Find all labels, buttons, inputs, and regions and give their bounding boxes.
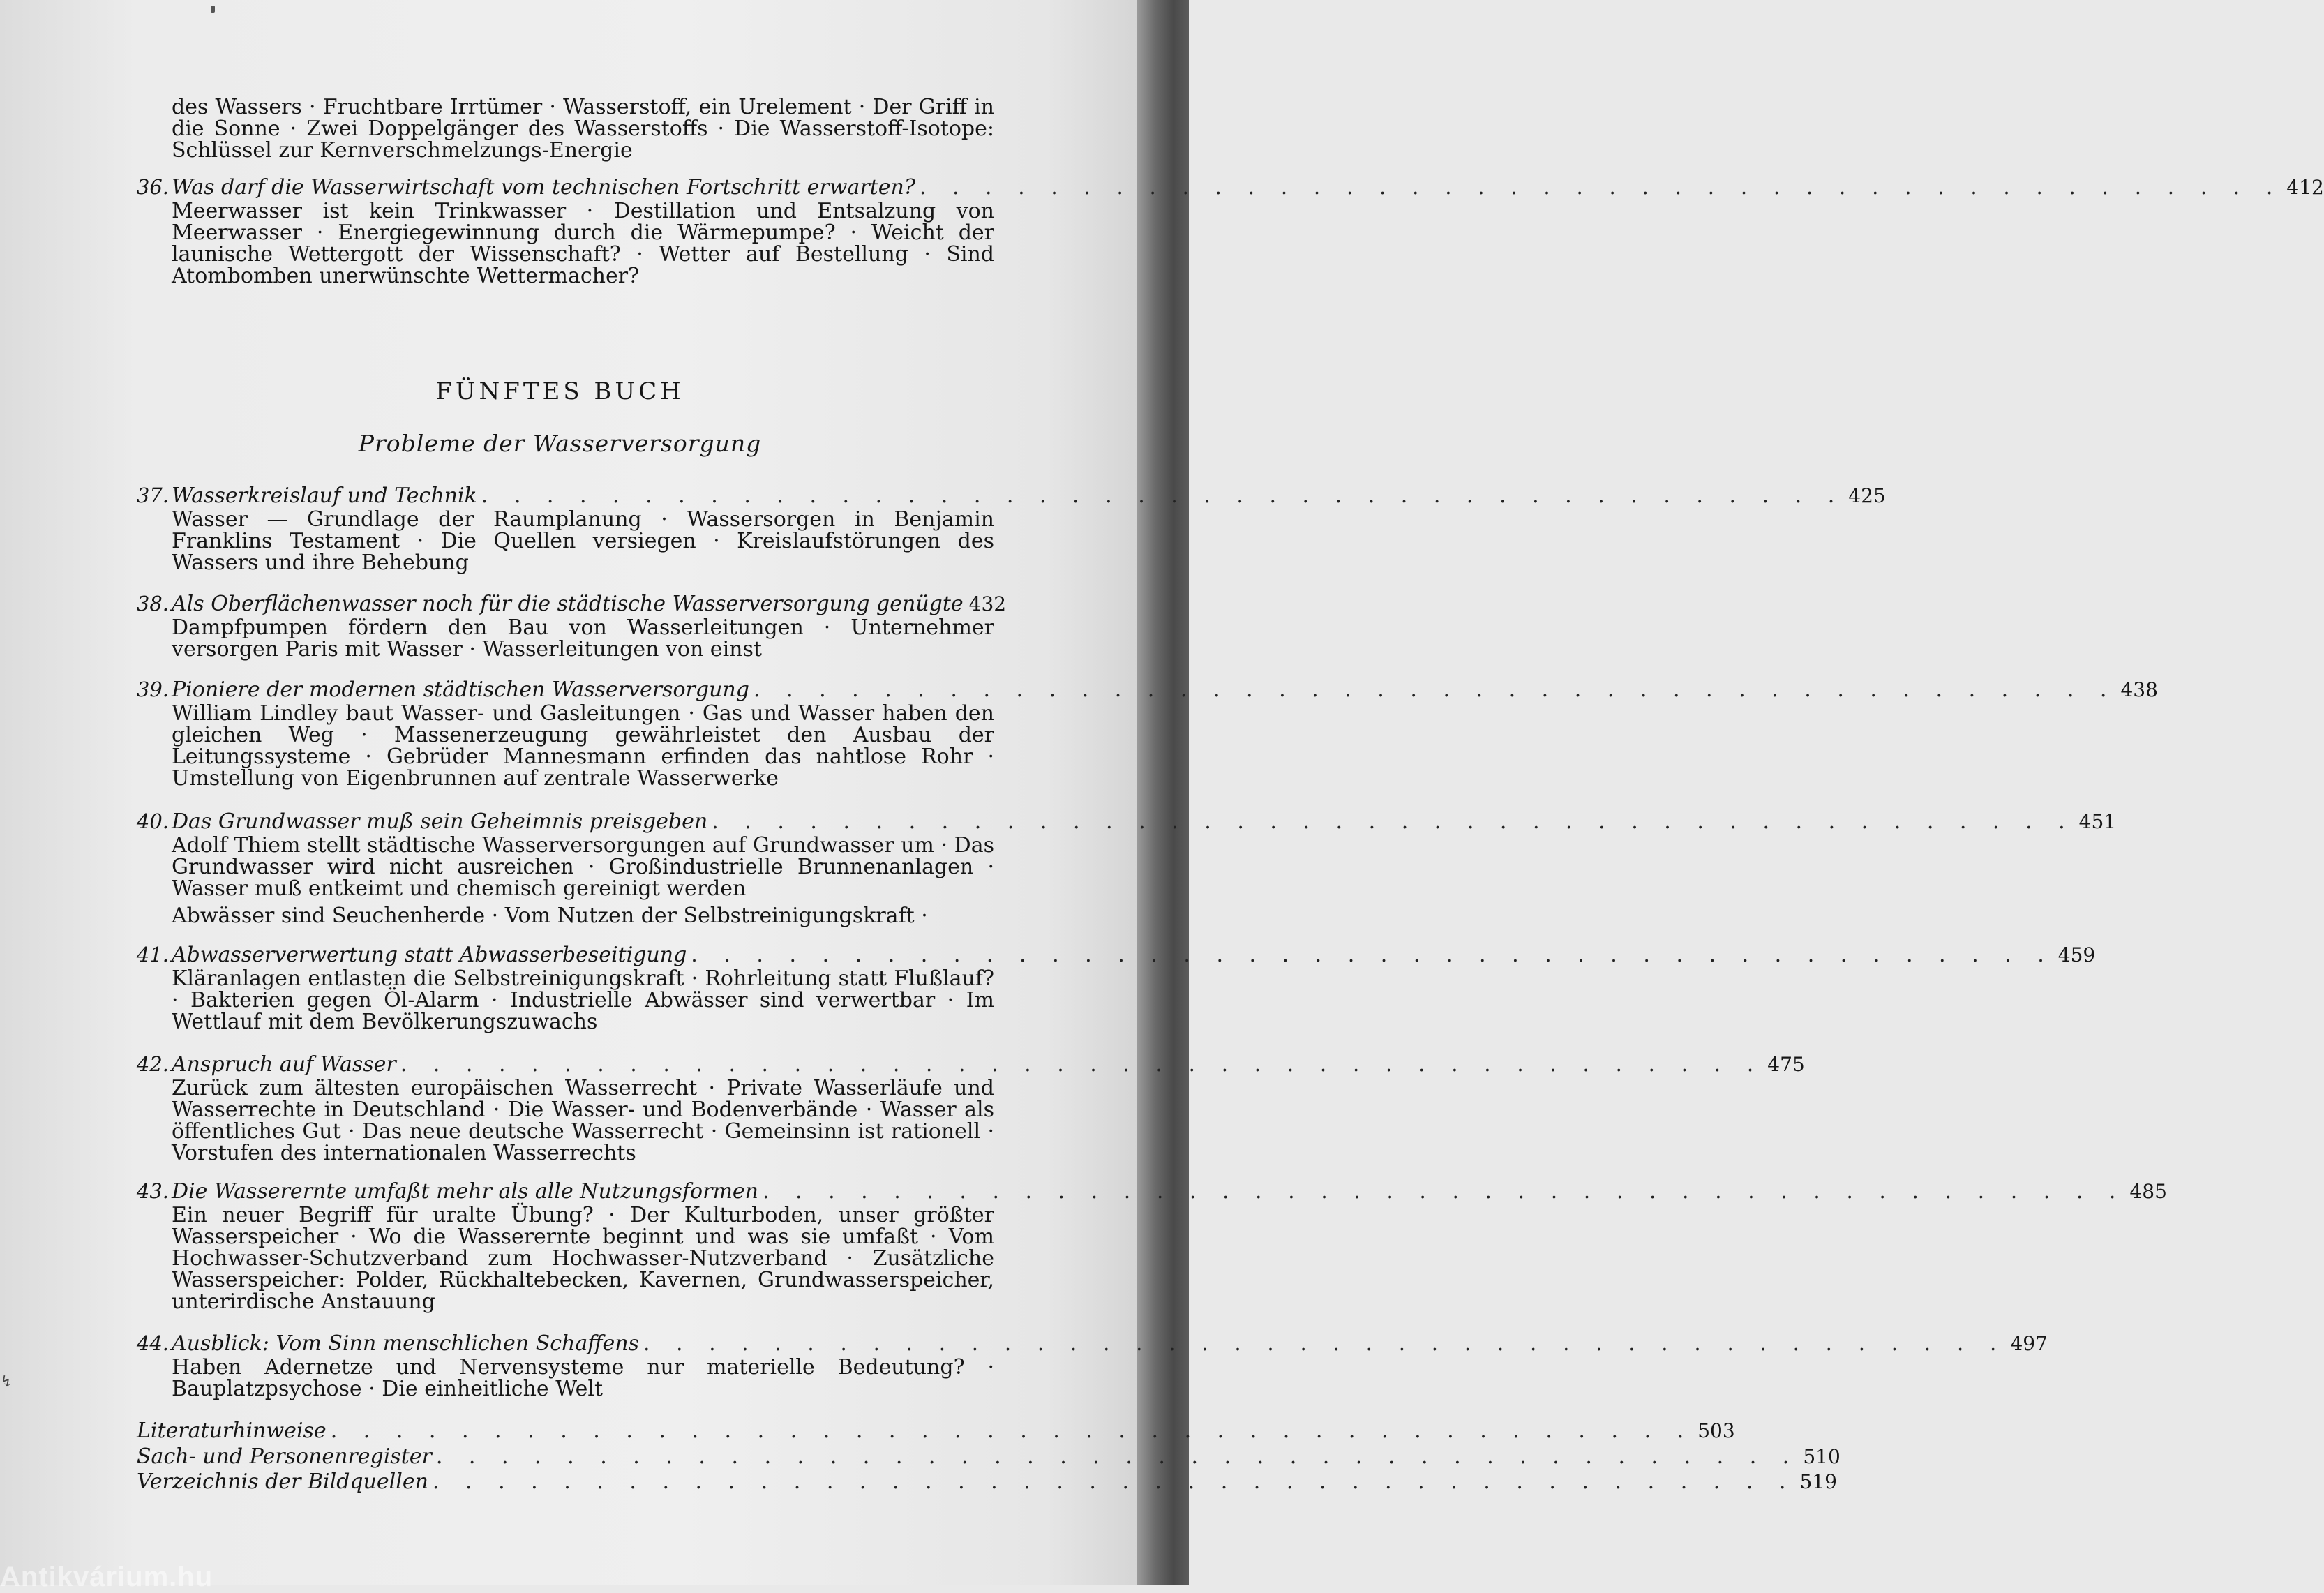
chapter-description: Kläranlagen entlasten die Selbstreinigungskraft · Rohrleitung statt Flußlauf? · Bakterien gegen Öl-Alarm · Industrielle Abwässer sind verwertbar · Im Wettlauf mit dem Bevölkerungszuwachs (172, 966, 994, 1034)
page-number: 485 (2129, 1180, 2167, 1203)
toc-entry-41[interactable] (126, 943, 2096, 1034)
chapter-description: Haben Adernetze und Nervensysteme nur materielle Bedeutung? · Bauplatzpsychose · Die einheitliche Welt (172, 1355, 994, 1401)
toc-entry-42[interactable] (126, 1052, 1805, 1165)
chapter-title: Das Grundwasser muß sein Geheimnis preisgeben (172, 809, 708, 834)
margin-mark: ↯ (0, 1373, 13, 1391)
chapter-title: Ausblick: Vom Sinn menschlichen Schaffens (172, 1331, 639, 1356)
toc-entry-literature[interactable] (137, 1419, 1735, 1444)
chapter-number: 40. (136, 809, 169, 833)
chapter-description: Wasser — Grundlage der Raumplanung · Wassersorgen in Benjamin Franklins Testament · Die Quellen versiegen · Kreislaufstörungen des Wassers und ihre Behebung (172, 507, 994, 575)
chapter-description: Meerwasser ist kein Trinkwasser · Destillation und Entsalzung von Meerwasser · Energiegewinnung durch die Wärmepumpe? · Weicht der launische Wettergott der Wissenschaft? · Wetter auf Bestellung · Sind Atombomben unerwünschte Wettermacher? (172, 199, 994, 288)
book-title: FÜNFTES BUCH (435, 377, 684, 405)
page-number: 510 (1803, 1445, 1841, 1468)
toc-entry-37[interactable] (126, 484, 1886, 575)
page-number: 459 (2057, 943, 2096, 966)
chapter-title: Als Oberflächenwasser noch für die städtische Wasserversorgung genügte (172, 592, 964, 616)
toc-entry-image-sources[interactable] (137, 1469, 1837, 1495)
page-number: 497 (2010, 1332, 2048, 1355)
entry-title: Verzeichnis der Bildquellen (137, 1469, 428, 1494)
chapter-number: 41. (136, 943, 169, 966)
leader-dots: . . . . . . . . . . . . . . . . . . . . . . . . . . . . . . . . . . . . . . . . . . (712, 809, 2075, 834)
chapter-description: William Lindley baut Wasser- und Gasleitungen · Gas und Wasser haben den gleichen Weg · Massenerzeugung gewährleistet den Ausbau der Leitungssysteme · Gebrüder Mannesmann erfinden das nahtlose Rohr · Umstellung von Eigenbrunnen auf zentrale Wasserwerke (172, 701, 994, 791)
page-number: 425 (1848, 484, 1886, 507)
leader-dots: . . . . . . . . . . . . . . . . . . . . . . . . . . . . . . . . . . . . . . . . . . (643, 1331, 2007, 1356)
leader-dots: . . . . . . . . . . . . . . . . . . . . . . . . . . . . . . . . . . . . . . . . . . (435, 1444, 1799, 1469)
chapter-description: Zurück zum ältesten europäischen Wasserrecht · Private Wasserläufe und Wasserrechte in Deutschland · Die Wasser- und Bodenverbände · Wasser als öffentliches Gut · Das neue deutsche Wasserrecht · Gemeinsinn ist rationell · Vorstufen des internationalen Wasserrechts (172, 1076, 994, 1165)
toc-entry-43[interactable] (126, 1179, 2167, 1314)
chapter-title: Was darf die Wasserwirtschaft vom technischen Fortschritt erwarten? (172, 175, 915, 200)
chapter-number: 37. (136, 484, 169, 507)
chapter-title: Wasserkreislauf und Technik (172, 484, 477, 508)
entry-title: Sach- und Personenregister (137, 1444, 432, 1469)
leader-dots: . . . . . . . . . . . . . . . . . . . . . . . . . . . . . . . . . . . . . . . . . . (400, 1052, 1764, 1077)
chapter-number: 38. (136, 592, 169, 615)
leader-dots: . . . . . . . . . . . . . . . . . . . . . . . . . . . . . . . . . . . . . . . . . . (330, 1419, 1694, 1443)
chapter-title: Pioniere der modernen städtischen Wasserversorgung (172, 678, 749, 702)
page-number: 503 (1697, 1419, 1735, 1442)
page-number: 412 (2286, 176, 2324, 199)
chapter-title: Abwasserverwertung statt Abwasserbeseitigung (172, 943, 687, 967)
page-number: 451 (2078, 810, 2117, 833)
continuation-text: des Wassers · Fruchtbare Irrtümer · Wasserstoff, ein Urelement · Der Griff in die Sonne · Zwei Doppelgänger des Wasserstoffs · Die Wasserstoff-Isotope: Schlüssel zur Kernverschmelzungs-Energie (172, 95, 994, 163)
toc-entry-36[interactable] (126, 175, 2324, 288)
chapter-title: Die Wasserernte umfaßt mehr als alle Nutzungsformen (172, 1179, 758, 1204)
page-number: 432 (968, 592, 1007, 615)
toc-entry-39[interactable] (126, 678, 2158, 791)
chapter-number: 44. (136, 1331, 169, 1355)
leader-dots: . . . . . . . . . . . . . . . . . . . . . . . . . . . . . . . . . . . . . . . . . . (481, 484, 1845, 508)
leader-dots: . . . . . . . . . . . . . . . . . . . . . . . . . . . . . . . . . . . . . . . . . . (432, 1469, 1796, 1494)
toc-entry-index[interactable] (137, 1444, 1841, 1469)
chapter-number: 39. (136, 678, 169, 701)
entry-title: Literaturhinweise (137, 1419, 327, 1443)
leader-dots: . . . . . . . . . . . . . . . . . . . . . . . . . . . . . . . . . . . . . . . . . . (753, 678, 2117, 702)
chapter-description-extra: Abwässer sind Seuchenherde · Vom Nutzen der Selbstreinigungskraft · (172, 904, 928, 928)
chapter-title: Anspruch auf Wasser (172, 1052, 396, 1077)
toc-entry-44[interactable] (126, 1331, 2048, 1401)
toc-entry-38[interactable] (126, 592, 1007, 661)
leader-dots: . . . . . . . . . . . . . . . . . . . . . . . . . . . . . . . . . . . . . . . . . . (919, 175, 2283, 200)
chapter-number: 42. (136, 1052, 169, 1076)
chapter-description: Ein neuer Begriff für uralte Übung? · Der Kulturboden, unser größter Wasserspeicher · Wo die Wasserernte beginnt und was sie umfaßt · Vom Hochwasser-Schutzverband zum Hochwasser-Nutzverband · Zusätzliche Wasserspeicher: Polder, Rückhaltebecken, Kavernen, Grundwasserspeicher, unterirdische Anstauung (172, 1203, 994, 1314)
watermark: Antikvárium.hu (0, 1562, 213, 1592)
book-subtitle: Probleme der Wasserversorgung (358, 430, 762, 457)
chapter-number: 36. (136, 175, 169, 199)
chapter-number: 43. (136, 1179, 169, 1203)
chapter-description: Dampfpumpen fördern den Bau von Wasserleitungen · Unternehmer versorgen Paris mit Wasser · Wasserleitungen von einst (172, 615, 994, 661)
print-mark (211, 6, 215, 13)
toc-entry-40[interactable] (126, 809, 2117, 928)
chapter-description: Adolf Thiem stellt städtische Wasserversorgungen auf Grundwasser um · Das Grundwasser wird nicht ausreichen · Großindustrielle Brunnenanlagen · Wasser muß entkeimt und chemisch gereinigt werden (172, 833, 994, 901)
page-number: 519 (1799, 1470, 1837, 1493)
page-number: 475 (1767, 1053, 1805, 1076)
leader-dots: . . . . . . . . . . . . . . . . . . . . . . . . . . . . . . . . . . . . . . . . . . (691, 943, 2054, 967)
leader-dots: . . . . . . . . . . . . . . . . . . . . . . . . . . . . . . . . . . . . . . . . . . (762, 1179, 2126, 1204)
page-number: 438 (2120, 678, 2158, 701)
